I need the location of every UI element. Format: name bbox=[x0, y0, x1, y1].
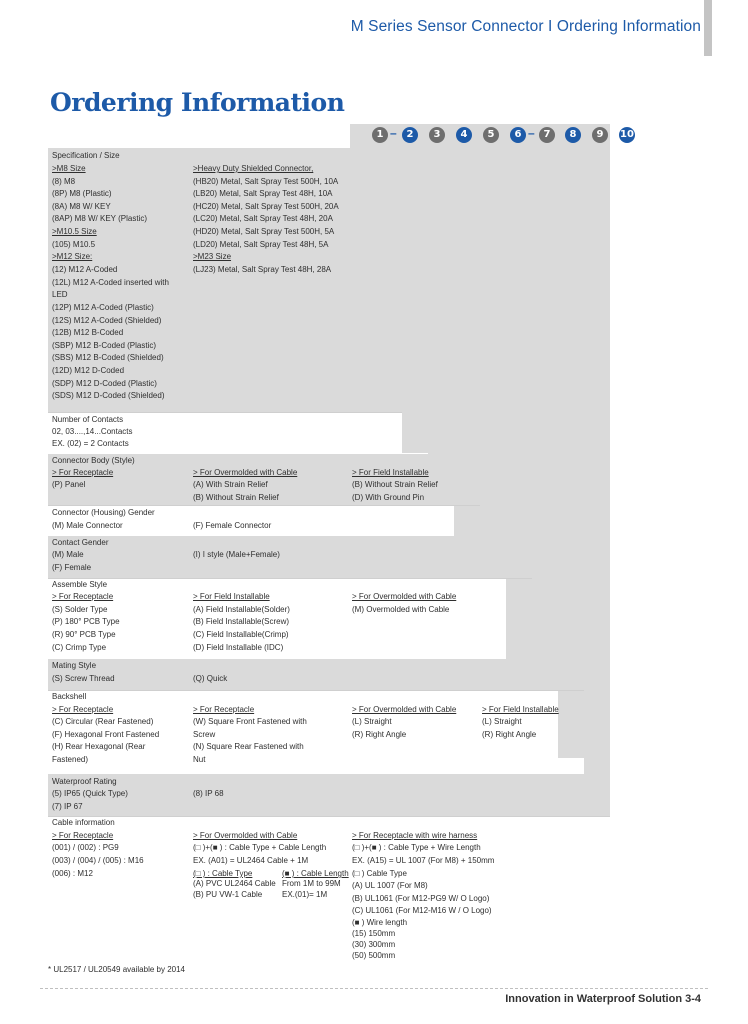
backshell-item: Screw bbox=[193, 730, 216, 739]
spec-item: >M10.5 Size bbox=[52, 227, 97, 236]
step-circle-5: 5 bbox=[483, 127, 499, 143]
cable-item: (B) PU VW-1 Cable bbox=[193, 890, 263, 899]
spec-item: (8A) M8 W/ KEY bbox=[52, 202, 111, 211]
backshell-item: (C) Circular (Rear Fastened) bbox=[52, 717, 154, 726]
backshell-item: (W) Square Front Fastened with bbox=[193, 717, 307, 726]
cable-item: > For Receptacle bbox=[52, 831, 114, 840]
section-heading: Assemble Style bbox=[52, 580, 108, 589]
spec-item: (LC20) Metal, Salt Spray Test 48H, 20A bbox=[193, 214, 333, 223]
spec-item: (12D) M12 D-Coded bbox=[52, 366, 125, 375]
contacts-item: 02, 03....,14...Contacts bbox=[52, 427, 133, 436]
section-heading: Specification / Size bbox=[52, 151, 120, 160]
contacts-item: EX. (02) = 2 Contacts bbox=[52, 439, 129, 448]
body-item: > For Receptacle bbox=[52, 468, 114, 477]
backshell-item: (R) Right Angle bbox=[482, 730, 537, 739]
spec-item: (8) M8 bbox=[52, 177, 76, 186]
assemble-item: (S) Solder Type bbox=[52, 605, 108, 614]
cable-item: EX.(01)= 1M bbox=[282, 890, 328, 899]
row-divider bbox=[48, 816, 610, 817]
cable-item: (001) / (002) : PG9 bbox=[52, 843, 119, 852]
spec-item: (HC20) Metal, Salt Spray Test 500H, 20A bbox=[193, 202, 339, 211]
step-bar-4 bbox=[428, 124, 454, 505]
step-circle-10: 10 bbox=[619, 127, 635, 143]
spec-item: (12) M12 A-Coded bbox=[52, 265, 118, 274]
housing-item: (M) Male Connector bbox=[52, 521, 123, 530]
section-heading: Cable information bbox=[52, 818, 115, 827]
spec-item: (8P) M8 (Plastic) bbox=[52, 189, 112, 198]
contact-gender-item: (I) I style (Male+Female) bbox=[193, 550, 280, 559]
backshell-item: > For Field Installable bbox=[482, 705, 559, 714]
mating-item: (Q) Quick bbox=[193, 674, 228, 683]
section-heading: Contact Gender bbox=[52, 538, 109, 547]
body-item: (B) Without Strain Relief bbox=[193, 493, 279, 502]
step-bar-5 bbox=[454, 124, 480, 536]
row-divider bbox=[48, 412, 402, 413]
cable-item: EX. (A01) = UL2464 Cable + 1M bbox=[193, 856, 309, 865]
header-accent-bar bbox=[704, 0, 712, 56]
assemble-item: (C) Field Installable(Crimp) bbox=[193, 630, 289, 639]
spec-item: (8AP) M8 W/ KEY (Plastic) bbox=[52, 214, 147, 223]
row-divider bbox=[48, 578, 532, 579]
page-title: Ordering Information bbox=[50, 88, 345, 117]
step-dash: – bbox=[528, 126, 535, 140]
body-item: > For Overmolded with Cable bbox=[193, 468, 298, 477]
spec-item: >M8 Size bbox=[52, 164, 86, 173]
waterproof-item: (5) IP65 (Quick Type) bbox=[52, 789, 128, 798]
cable-item: (C) UL1061 (For M12-M16 W / O Logo) bbox=[352, 906, 492, 915]
assemble-item: (B) Field Installable(Screw) bbox=[193, 617, 290, 626]
cable-item: (006) : M12 bbox=[52, 869, 93, 878]
step-circle-9: 9 bbox=[592, 127, 608, 143]
backshell-item: (N) Square Rear Fastened with bbox=[193, 742, 304, 751]
row-bg-waterproof bbox=[48, 774, 610, 816]
assemble-item: (M) Overmolded with Cable bbox=[352, 605, 450, 614]
cable-item: From 1M to 99M bbox=[282, 879, 341, 888]
backshell-item: (L) Straight bbox=[352, 717, 392, 726]
spec-item: (LJ23) Metal, Salt Spray Test 48H, 28A bbox=[193, 265, 332, 274]
row-divider bbox=[48, 690, 584, 691]
spec-item: (SBS) M12 B-Coded (Shielded) bbox=[52, 353, 164, 362]
spec-item: (SBP) M12 B-Coded (Plastic) bbox=[52, 341, 157, 350]
assemble-item: > For Field Installable bbox=[193, 592, 270, 601]
backshell-item: > For Receptacle bbox=[193, 705, 255, 714]
header-title: M Series Sensor Connector I Ordering Information bbox=[350, 18, 701, 35]
cable-item: (■ ) Wire length bbox=[352, 918, 408, 927]
backshell-item: (R) Right Angle bbox=[352, 730, 407, 739]
cable-item: (003) / (004) / (005) : M16 bbox=[52, 856, 144, 865]
spec-item: (HD20) Metal, Salt Spray Test 500H, 5A bbox=[193, 227, 335, 236]
cable-item: (50) 500mm bbox=[352, 951, 396, 960]
backshell-item: Nut bbox=[193, 755, 206, 764]
spec-item: (105) M10.5 bbox=[52, 240, 96, 249]
body-item: (D) With Ground Pin bbox=[352, 493, 425, 502]
cable-item: (□ )+(■ ) : Cable Type + Wire Length bbox=[352, 843, 481, 852]
cable-item: > For Overmolded with Cable bbox=[193, 831, 298, 840]
body-item: (B) Without Strain Relief bbox=[352, 480, 438, 489]
assemble-item: (R) 90° PCB Type bbox=[52, 630, 116, 639]
section-heading: Mating Style bbox=[52, 661, 97, 670]
backshell-item: (H) Rear Hexagonal (Rear bbox=[52, 742, 146, 751]
cable-item: EX. (A15) = UL 1007 (For M8) + 150mm bbox=[352, 856, 495, 865]
assemble-item: (D) Field Installable (IDC) bbox=[193, 643, 284, 652]
spec-item: >M23 Size bbox=[193, 252, 232, 261]
cable-item: > For Receptacle with wire harness bbox=[352, 831, 478, 840]
body-item: > For Field Installable bbox=[352, 468, 429, 477]
spec-item: (LB20) Metal, Salt Spray Test 48H, 10A bbox=[193, 189, 333, 198]
assemble-item: (P) 180° PCB Type bbox=[52, 617, 120, 626]
step-circle-6: 6 bbox=[510, 127, 526, 143]
cable-item: (B) UL1061 (For M12-PG9 W/ O Logo) bbox=[352, 894, 490, 903]
waterproof-item: (7) IP 67 bbox=[52, 802, 83, 811]
step-bar-8 bbox=[532, 124, 558, 690]
cable-item: (□ ) Cable Type bbox=[352, 869, 407, 878]
row-divider bbox=[48, 505, 480, 506]
step-circle-7: 7 bbox=[539, 127, 555, 143]
footnote: * UL2517 / UL20549 available by 2014 bbox=[48, 965, 185, 974]
housing-item: (F) Female Connector bbox=[193, 521, 272, 530]
body-item: (A) With Strain Relief bbox=[193, 480, 268, 489]
spec-item: (HB20) Metal, Salt Spray Test 500H, 10A bbox=[193, 177, 339, 186]
backshell-item: > For Overmolded with Cable bbox=[352, 705, 457, 714]
step-circle-1: 1 bbox=[372, 127, 388, 143]
step-circle-2: 2 bbox=[402, 127, 418, 143]
cable-item: (15) 150mm bbox=[352, 929, 396, 938]
step-circle-8: 8 bbox=[565, 127, 581, 143]
waterproof-item: (8) IP 68 bbox=[193, 789, 224, 798]
step-bar-3 bbox=[402, 124, 428, 453]
section-heading: Backshell bbox=[52, 692, 87, 701]
spec-item: (12P) M12 A-Coded (Plastic) bbox=[52, 303, 154, 312]
cable-item: (A) UL 1007 (For M8) bbox=[352, 881, 428, 890]
step-circle-4: 4 bbox=[456, 127, 472, 143]
assemble-item: > For Receptacle bbox=[52, 592, 114, 601]
step-bar-6 bbox=[480, 124, 506, 578]
step-bar-9 bbox=[558, 124, 584, 758]
footer-text: Innovation in Waterproof Solution 3-4 bbox=[505, 993, 701, 1005]
section-heading: Waterproof Rating bbox=[52, 777, 117, 786]
backshell-item: Fastened) bbox=[52, 755, 89, 764]
spec-item: LED bbox=[52, 290, 68, 299]
cable-item: (30) 300mm bbox=[352, 940, 396, 949]
step-circle-3: 3 bbox=[429, 127, 445, 143]
spec-item: (LD20) Metal, Salt Spray Test 48H, 5A bbox=[193, 240, 329, 249]
assemble-item: > For Overmolded with Cable bbox=[352, 592, 457, 601]
cable-item: (■ ) : Cable Length bbox=[282, 869, 349, 878]
cable-item: (A) PVC UL2464 Cable bbox=[193, 879, 276, 888]
spec-item: (12B) M12 B-Coded bbox=[52, 328, 124, 337]
footer-divider bbox=[40, 988, 708, 989]
spec-item: >Heavy Duty Shielded Connector, bbox=[193, 164, 314, 173]
section-heading: Connector (Housing) Gender bbox=[52, 508, 155, 517]
mating-item: (S) Screw Thread bbox=[52, 674, 115, 683]
backshell-item: (F) Hexagonal Front Fastened bbox=[52, 730, 160, 739]
body-item: (P) Panel bbox=[52, 480, 86, 489]
contact-gender-item: (M) Male bbox=[52, 550, 84, 559]
cable-item: (□ ) : Cable Type bbox=[193, 869, 253, 878]
step-dash: – bbox=[390, 126, 397, 140]
spec-item: (SDP) M12 D-Coded (Plastic) bbox=[52, 379, 157, 388]
section-heading: Connector Body (Style) bbox=[52, 456, 135, 465]
spec-item: >M12 Size: bbox=[52, 252, 93, 261]
assemble-item: (C) Crimp Type bbox=[52, 643, 107, 652]
contact-gender-item: (F) Female bbox=[52, 563, 92, 572]
assemble-item: (A) Field Installable(Solder) bbox=[193, 605, 290, 614]
backshell-item: (L) Straight bbox=[482, 717, 522, 726]
spec-item: (12L) M12 A-Coded inserted with bbox=[52, 278, 169, 287]
cable-item: (□ )+(■ ) : Cable Type + Cable Length bbox=[193, 843, 327, 852]
section-heading: Number of Contacts bbox=[52, 415, 124, 424]
step-bar-10 bbox=[584, 124, 610, 816]
row-bg-mating bbox=[48, 659, 558, 690]
spec-item: (SDS) M12 D-Coded (Shielded) bbox=[52, 391, 165, 400]
backshell-item: > For Receptacle bbox=[52, 705, 114, 714]
spec-item: (12S) M12 A-Coded (Shielded) bbox=[52, 316, 162, 325]
